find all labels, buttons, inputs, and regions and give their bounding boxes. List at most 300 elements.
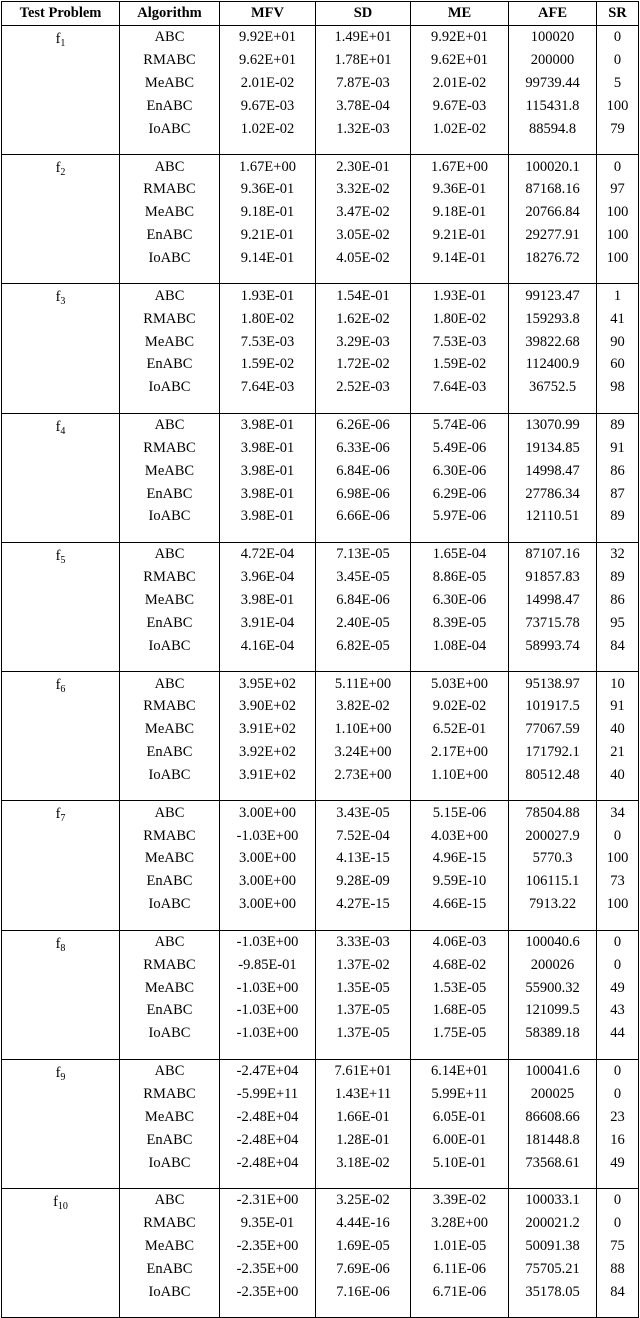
- sd-cell: 7.52E-04: [316, 824, 411, 847]
- sd-cell: 3.82E-02: [316, 695, 411, 718]
- spacer-cell: [509, 399, 597, 414]
- sr-cell: 79: [597, 117, 639, 140]
- problem-group: [2, 542, 639, 671]
- spacer-cell: [509, 1045, 597, 1060]
- spacer-cell: [509, 269, 597, 284]
- me-cell: 1.01E-05: [411, 1235, 509, 1258]
- afe-cell: 101917.5: [509, 695, 597, 718]
- spacer-cell: [120, 786, 220, 801]
- sd-cell: 4.44E-16: [316, 1212, 411, 1235]
- table-row: [2, 413, 639, 436]
- problem-group: [2, 26, 639, 155]
- spacer-cell: [597, 1303, 639, 1318]
- me-cell: 1.02E-02: [411, 117, 509, 140]
- mfv-cell: -1.03E+00: [220, 1022, 316, 1045]
- me-cell: 6.05E-01: [411, 1105, 509, 1128]
- spacer-cell: [411, 916, 509, 931]
- mfv-cell: 3.92E+02: [220, 741, 316, 764]
- mfv-cell: 1.67E+00: [220, 155, 316, 178]
- algorithm-cell: ABC: [120, 801, 220, 824]
- sd-cell: 6.84E-06: [316, 459, 411, 482]
- me-cell: 1.75E-05: [411, 1022, 509, 1045]
- mfv-cell: 3.91E+02: [220, 763, 316, 786]
- sr-cell: 32: [597, 542, 639, 565]
- sr-cell: 100: [597, 247, 639, 270]
- sr-cell: 0: [597, 824, 639, 847]
- sr-cell: 10: [597, 672, 639, 695]
- spacer-cell: [411, 786, 509, 801]
- sr-cell: 49: [597, 976, 639, 999]
- spacer-cell: [411, 399, 509, 414]
- problem-index: 4: [60, 425, 66, 437]
- me-cell: 5.49E-06: [411, 437, 509, 460]
- mfv-cell: 1.93E-01: [220, 284, 316, 307]
- sr-cell: 23: [597, 1105, 639, 1128]
- me-cell: 9.18E-01: [411, 201, 509, 224]
- results-table: [1, 1, 639, 1318]
- afe-cell: 112400.9: [509, 353, 597, 376]
- me-cell: 4.03E+00: [411, 824, 509, 847]
- mfv-cell: 7.64E-03: [220, 376, 316, 399]
- me-cell: 5.99E+11: [411, 1083, 509, 1106]
- mfv-cell: 3.96E-04: [220, 566, 316, 589]
- algorithm-cell: IoABC: [120, 1022, 220, 1045]
- mfv-cell: 9.67E-03: [220, 95, 316, 118]
- sr-cell: 89: [597, 566, 639, 589]
- mfv-cell: 3.98E-01: [220, 482, 316, 505]
- algorithm-cell: EnABC: [120, 870, 220, 893]
- algorithm-cell: RMABC: [120, 178, 220, 201]
- problem-group: [2, 801, 639, 930]
- algorithm-cell: MeABC: [120, 589, 220, 612]
- mfv-cell: 3.95E+02: [220, 672, 316, 695]
- sd-cell: 3.25E-02: [316, 1188, 411, 1211]
- algorithm-cell: ABC: [120, 542, 220, 565]
- afe-cell: 58389.18: [509, 1022, 597, 1045]
- problem-group: [2, 1059, 639, 1188]
- afe-cell: 100020.1: [509, 155, 597, 178]
- mfv-cell: 3.00E+00: [220, 847, 316, 870]
- spacer-cell: [316, 1174, 411, 1189]
- afe-cell: 50091.38: [509, 1235, 597, 1258]
- sr-cell: 86: [597, 589, 639, 612]
- sr-cell: 91: [597, 437, 639, 460]
- mfv-cell: 3.98E-01: [220, 505, 316, 528]
- sr-cell: 0: [597, 155, 639, 178]
- table-header: [2, 2, 639, 26]
- mfv-cell: 3.91E+02: [220, 718, 316, 741]
- algorithm-cell: EnABC: [120, 224, 220, 247]
- spacer-cell: [316, 140, 411, 155]
- me-cell: 6.29E-06: [411, 482, 509, 505]
- problem-group: [2, 1188, 639, 1317]
- problem-symbol: f: [55, 289, 61, 306]
- me-cell: 9.36E-01: [411, 178, 509, 201]
- algorithm-cell: ABC: [120, 413, 220, 436]
- problem-symbol: f: [55, 160, 61, 177]
- test-problem-cell: [2, 930, 120, 1059]
- sr-cell: 21: [597, 741, 639, 764]
- algorithm-cell: MeABC: [120, 201, 220, 224]
- algorithm-cell: RMABC: [120, 307, 220, 330]
- table-row: [2, 1188, 639, 1211]
- sr-cell: 84: [597, 1280, 639, 1303]
- spacer-cell: [220, 786, 316, 801]
- test-problem-cell: [2, 672, 120, 801]
- sr-cell: 86: [597, 459, 639, 482]
- spacer-cell: [316, 1045, 411, 1060]
- me-cell: 4.96E-15: [411, 847, 509, 870]
- sr-cell: 91: [597, 695, 639, 718]
- mfv-cell: -1.03E+00: [220, 930, 316, 953]
- sd-cell: 1.28E-01: [316, 1128, 411, 1151]
- me-cell: 6.30E-06: [411, 589, 509, 612]
- afe-cell: 100040.6: [509, 930, 597, 953]
- spacer-cell: [509, 786, 597, 801]
- afe-cell: 181448.8: [509, 1128, 597, 1151]
- mfv-cell: 4.72E-04: [220, 542, 316, 565]
- sd-cell: 3.24E+00: [316, 741, 411, 764]
- spacer-cell: [120, 399, 220, 414]
- mfv-cell: -2.35E+00: [220, 1258, 316, 1281]
- sr-cell: 89: [597, 413, 639, 436]
- afe-cell: 200000: [509, 49, 597, 72]
- algorithm-cell: RMABC: [120, 566, 220, 589]
- algorithm-cell: RMABC: [120, 437, 220, 460]
- sr-cell: 100: [597, 95, 639, 118]
- afe-cell: 200027.9: [509, 824, 597, 847]
- sr-cell: 97: [597, 178, 639, 201]
- sr-cell: 100: [597, 224, 639, 247]
- algorithm-cell: RMABC: [120, 953, 220, 976]
- mfv-cell: 3.90E+02: [220, 695, 316, 718]
- me-cell: 8.86E-05: [411, 566, 509, 589]
- sd-cell: 1.78E+01: [316, 49, 411, 72]
- table-row: [2, 1059, 639, 1082]
- sr-cell: 73: [597, 870, 639, 893]
- afe-cell: 73568.61: [509, 1151, 597, 1174]
- algorithm-cell: IoABC: [120, 376, 220, 399]
- sr-cell: 0: [597, 1188, 639, 1211]
- sr-cell: 5: [597, 72, 639, 95]
- spacer-cell: [597, 528, 639, 543]
- spacer-cell: [597, 399, 639, 414]
- me-cell: 9.67E-03: [411, 95, 509, 118]
- sr-cell: 44: [597, 1022, 639, 1045]
- algorithm-cell: IoABC: [120, 505, 220, 528]
- spacer-cell: [597, 269, 639, 284]
- mfv-cell: 3.98E-01: [220, 437, 316, 460]
- afe-cell: 159293.8: [509, 307, 597, 330]
- spacer-cell: [220, 1174, 316, 1189]
- me-cell: 8.39E-05: [411, 611, 509, 634]
- afe-cell: 77067.59: [509, 718, 597, 741]
- sd-cell: 3.33E-03: [316, 930, 411, 953]
- sd-cell: 3.78E-04: [316, 95, 411, 118]
- afe-cell: 73715.78: [509, 611, 597, 634]
- header-mfv: MFV: [220, 2, 316, 26]
- afe-cell: 75705.21: [509, 1258, 597, 1281]
- sd-cell: 3.05E-02: [316, 224, 411, 247]
- sr-cell: 41: [597, 307, 639, 330]
- sd-cell: 2.30E-01: [316, 155, 411, 178]
- me-cell: 1.68E-05: [411, 999, 509, 1022]
- afe-cell: 115431.8: [509, 95, 597, 118]
- sd-cell: 7.16E-06: [316, 1280, 411, 1303]
- sd-cell: 1.49E+01: [316, 26, 411, 49]
- sd-cell: 4.05E-02: [316, 247, 411, 270]
- problem-group: [2, 930, 639, 1059]
- problem-index: 3: [60, 296, 66, 308]
- me-cell: 9.14E-01: [411, 247, 509, 270]
- table-row: [2, 930, 639, 953]
- algorithm-cell: IoABC: [120, 117, 220, 140]
- sr-cell: 34: [597, 801, 639, 824]
- mfv-cell: -2.31E+00: [220, 1188, 316, 1211]
- afe-cell: 121099.5: [509, 999, 597, 1022]
- spacer-cell: [509, 657, 597, 672]
- sd-cell: 6.84E-06: [316, 589, 411, 612]
- sr-cell: 95: [597, 611, 639, 634]
- afe-cell: 13070.99: [509, 413, 597, 436]
- spacer-cell: [597, 1045, 639, 1060]
- afe-cell: 86608.66: [509, 1105, 597, 1128]
- sd-cell: 4.13E-15: [316, 847, 411, 870]
- sd-cell: 3.43E-05: [316, 801, 411, 824]
- algorithm-cell: MeABC: [120, 1105, 220, 1128]
- mfv-cell: -2.48E+04: [220, 1128, 316, 1151]
- spacer-cell: [509, 140, 597, 155]
- sr-cell: 100: [597, 847, 639, 870]
- mfv-cell: -1.03E+00: [220, 999, 316, 1022]
- problem-index: 7: [60, 813, 66, 825]
- me-cell: 9.59E-10: [411, 870, 509, 893]
- sr-cell: 0: [597, 1059, 639, 1082]
- spacer-cell: [316, 528, 411, 543]
- algorithm-cell: ABC: [120, 672, 220, 695]
- sr-cell: 100: [597, 201, 639, 224]
- problem-index: 10: [57, 1200, 68, 1212]
- spacer-cell: [597, 657, 639, 672]
- spacer-cell: [120, 1045, 220, 1060]
- mfv-cell: 9.92E+01: [220, 26, 316, 49]
- me-cell: 9.02E-02: [411, 695, 509, 718]
- spacer-cell: [220, 916, 316, 931]
- afe-cell: 99123.47: [509, 284, 597, 307]
- spacer-cell: [509, 528, 597, 543]
- sr-cell: 49: [597, 1151, 639, 1174]
- afe-cell: 200021.2: [509, 1212, 597, 1235]
- algorithm-cell: MeABC: [120, 847, 220, 870]
- problem-group: [2, 284, 639, 413]
- me-cell: 3.39E-02: [411, 1188, 509, 1211]
- me-cell: 7.53E-03: [411, 330, 509, 353]
- me-cell: 1.10E+00: [411, 763, 509, 786]
- algorithm-cell: EnABC: [120, 353, 220, 376]
- algorithm-cell: RMABC: [120, 1083, 220, 1106]
- afe-cell: 100041.6: [509, 1059, 597, 1082]
- mfv-cell: -9.85E-01: [220, 953, 316, 976]
- problem-index: 1: [60, 38, 66, 49]
- algorithm-cell: RMABC: [120, 695, 220, 718]
- header-test-problem: Test Problem: [2, 2, 120, 26]
- mfv-cell: 7.53E-03: [220, 330, 316, 353]
- algorithm-cell: MeABC: [120, 1235, 220, 1258]
- spacer-cell: [316, 786, 411, 801]
- afe-cell: 12110.51: [509, 505, 597, 528]
- header-afe: AFE: [509, 2, 597, 26]
- sd-cell: 3.45E-05: [316, 566, 411, 589]
- mfv-cell: 9.62E+01: [220, 49, 316, 72]
- sd-cell: 3.47E-02: [316, 201, 411, 224]
- sd-cell: 3.29E-03: [316, 330, 411, 353]
- mfv-cell: 2.01E-02: [220, 72, 316, 95]
- test-problem-cell: [2, 1059, 120, 1188]
- me-cell: 6.00E-01: [411, 1128, 509, 1151]
- algorithm-cell: RMABC: [120, 49, 220, 72]
- problem-symbol: f: [55, 31, 61, 47]
- sd-cell: 1.35E-05: [316, 976, 411, 999]
- problem-symbol: f: [55, 935, 61, 952]
- spacer-cell: [411, 1174, 509, 1189]
- sr-cell: 0: [597, 49, 639, 72]
- mfv-cell: 4.16E-04: [220, 634, 316, 657]
- spacer-cell: [411, 140, 509, 155]
- algorithm-cell: ABC: [120, 1188, 220, 1211]
- mfv-cell: 3.00E+00: [220, 870, 316, 893]
- sr-cell: 88: [597, 1258, 639, 1281]
- spacer-cell: [220, 269, 316, 284]
- sd-cell: 2.73E+00: [316, 763, 411, 786]
- afe-cell: 106115.1: [509, 870, 597, 893]
- sd-cell: 7.69E-06: [316, 1258, 411, 1281]
- algorithm-cell: MeABC: [120, 718, 220, 741]
- header-me: ME: [411, 2, 509, 26]
- spacer-cell: [597, 916, 639, 931]
- sd-cell: 1.37E-05: [316, 999, 411, 1022]
- me-cell: 5.74E-06: [411, 413, 509, 436]
- afe-cell: 88594.8: [509, 117, 597, 140]
- me-cell: 6.71E-06: [411, 1280, 509, 1303]
- afe-cell: 18276.72: [509, 247, 597, 270]
- sr-cell: 60: [597, 353, 639, 376]
- sd-cell: 1.43E+11: [316, 1083, 411, 1106]
- spacer-cell: [220, 657, 316, 672]
- spacer-cell: [411, 269, 509, 284]
- me-cell: 9.21E-01: [411, 224, 509, 247]
- me-cell: 1.80E-02: [411, 307, 509, 330]
- algorithm-cell: EnABC: [120, 611, 220, 634]
- spacer-cell: [120, 269, 220, 284]
- me-cell: 9.62E+01: [411, 49, 509, 72]
- afe-cell: 36752.5: [509, 376, 597, 399]
- mfv-cell: -2.47E+04: [220, 1059, 316, 1082]
- table-row: [2, 155, 639, 178]
- afe-cell: 171792.1: [509, 741, 597, 764]
- mfv-cell: 9.18E-01: [220, 201, 316, 224]
- spacer-cell: [120, 916, 220, 931]
- algorithm-cell: EnABC: [120, 482, 220, 505]
- problem-group: [2, 413, 639, 542]
- spacer-cell: [120, 1174, 220, 1189]
- algorithm-cell: IoABC: [120, 247, 220, 270]
- sd-cell: 1.62E-02: [316, 307, 411, 330]
- afe-cell: 100020: [509, 26, 597, 49]
- algorithm-cell: EnABC: [120, 741, 220, 764]
- afe-cell: 78504.88: [509, 801, 597, 824]
- afe-cell: 87107.16: [509, 542, 597, 565]
- afe-cell: 200025: [509, 1083, 597, 1106]
- sd-cell: 7.87E-03: [316, 72, 411, 95]
- sr-cell: 87: [597, 482, 639, 505]
- me-cell: 7.64E-03: [411, 376, 509, 399]
- algorithm-cell: RMABC: [120, 824, 220, 847]
- sr-cell: 0: [597, 953, 639, 976]
- sr-cell: 0: [597, 26, 639, 49]
- spacer-cell: [120, 528, 220, 543]
- afe-cell: 200026: [509, 953, 597, 976]
- spacer-cell: [220, 399, 316, 414]
- spacer-cell: [316, 269, 411, 284]
- algorithm-cell: IoABC: [120, 1280, 220, 1303]
- sd-cell: 2.40E-05: [316, 611, 411, 634]
- mfv-cell: 9.14E-01: [220, 247, 316, 270]
- spacer-cell: [411, 1045, 509, 1060]
- mfv-cell: -1.03E+00: [220, 824, 316, 847]
- me-cell: 2.17E+00: [411, 741, 509, 764]
- me-cell: 2.01E-02: [411, 72, 509, 95]
- afe-cell: 95138.97: [509, 672, 597, 695]
- problem-symbol: f: [55, 677, 61, 694]
- sr-cell: 40: [597, 718, 639, 741]
- sd-cell: 1.10E+00: [316, 718, 411, 741]
- problem-symbol: f: [55, 418, 61, 435]
- mfv-cell: -2.35E+00: [220, 1235, 316, 1258]
- sr-cell: 75: [597, 1235, 639, 1258]
- sd-cell: 1.66E-01: [316, 1105, 411, 1128]
- table-row: [2, 672, 639, 695]
- me-cell: 5.03E+00: [411, 672, 509, 695]
- problem-index: 6: [60, 684, 66, 696]
- algorithm-cell: EnABC: [120, 1258, 220, 1281]
- me-cell: 1.65E-04: [411, 542, 509, 565]
- afe-cell: 91857.83: [509, 566, 597, 589]
- sd-cell: 7.13E-05: [316, 542, 411, 565]
- sd-cell: 1.37E-02: [316, 953, 411, 976]
- me-cell: 5.97E-06: [411, 505, 509, 528]
- sd-cell: 1.32E-03: [316, 117, 411, 140]
- me-cell: 5.10E-01: [411, 1151, 509, 1174]
- problem-index: 5: [60, 554, 66, 566]
- spacer-cell: [411, 1303, 509, 1318]
- spacer-cell: [316, 916, 411, 931]
- algorithm-cell: ABC: [120, 155, 220, 178]
- mfv-cell: -2.48E+04: [220, 1151, 316, 1174]
- algorithm-cell: RMABC: [120, 1212, 220, 1235]
- spacer-cell: [509, 916, 597, 931]
- sr-cell: 100: [597, 893, 639, 916]
- algorithm-cell: IoABC: [120, 893, 220, 916]
- problem-symbol: f: [55, 547, 61, 564]
- afe-cell: 55900.32: [509, 976, 597, 999]
- problem-group: [2, 155, 639, 284]
- algorithm-cell: ABC: [120, 26, 220, 49]
- spacer-cell: [220, 1045, 316, 1060]
- sd-cell: 6.82E-05: [316, 634, 411, 657]
- algorithm-cell: ABC: [120, 930, 220, 953]
- sr-cell: 1: [597, 284, 639, 307]
- sd-cell: 4.27E-15: [316, 893, 411, 916]
